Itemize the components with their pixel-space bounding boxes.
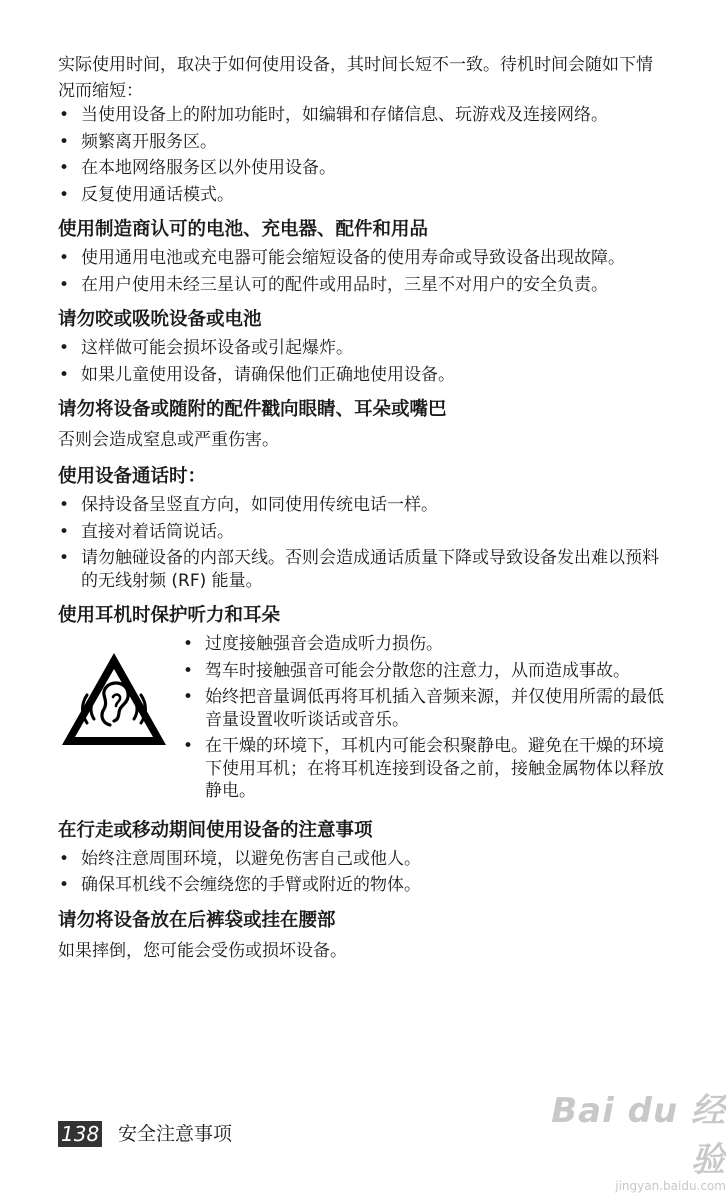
section-heading-pocket: 请勿将设备放在后裤袋或挂在腰部 <box>58 909 336 931</box>
intro-bullet-list <box>58 104 664 206</box>
list-item: • 这样做可能会损坏设备或引起爆炸。 <box>58 337 664 360</box>
section-heading-hearing: 使用耳机时保护听力和耳朵 <box>58 605 281 626</box>
section-heading-bite: 请勿咬或吸吮设备或电池 <box>58 309 262 330</box>
baidu-watermark <box>518 1083 726 1193</box>
watermark-url: jingyan.baidu.com <box>615 1179 726 1193</box>
list-item: • 使用通用电池或充电器可能会缩短设备的使用寿命或导致设备出现故障。 <box>58 247 664 270</box>
section-heading-battery: 使用制造商认可的电池、充电器、配件和用品 <box>58 219 429 240</box>
section-heading-walking: 在行走或移动期间使用设备的注意事项 <box>58 819 373 841</box>
list-item: • 保持设备呈竖直方向，如同使用传统电话一样。 <box>58 494 664 517</box>
page-footer <box>58 1121 232 1147</box>
poke-paragraph: 否则会造成窒息或严重伤害。 <box>58 430 279 450</box>
battery-bullet-list <box>58 247 664 296</box>
list-item: • 在干燥的环境下，耳机内可能会积聚静电。避免在干燥的环境下使用耳机；在将耳机连接到设备之前，接触金属物体以释放静电。 <box>182 735 664 803</box>
section-heading-calls: 使用设备通话时： <box>58 466 207 487</box>
section-heading-poke: 请勿将设备或随附的配件戳向眼睛、耳朵或嘴巴 <box>58 399 447 420</box>
pocket-paragraph: 如果摔倒，您可能会受伤或损坏设备。 <box>58 940 347 961</box>
list-item: • 频繁离开服务区。 <box>58 131 664 154</box>
list-item: • 直接对着话筒说话。 <box>58 521 664 544</box>
list-item: • 始终把音量调低再将耳机插入音频来源，并仅使用所需的最低音量设置收听谈话或音乐。 <box>182 686 664 731</box>
footer-title: 安全注意事项 <box>118 1123 233 1145</box>
list-item: • 反复使用通话模式。 <box>58 184 664 207</box>
list-item: • 在本地网络服务区以外使用设备。 <box>58 157 664 180</box>
list-item: • 过度接触强音会造成听力损伤。 <box>182 633 664 656</box>
list-item: • 确保耳机线不会缠绕您的手臂或附近的物体。 <box>58 874 664 897</box>
list-item: • 在用户使用未经三星认可的配件或用品时，三星不对用户的安全负责。 <box>58 274 664 297</box>
list-item: • 请勿触碰设备的内部天线。否则会造成通话质量下降或导致设备发出难以预料的无线射频 (RF) 能量。 <box>58 547 664 592</box>
list-item: • 当使用设备上的附加功能时，如编辑和存储信息、玩游戏及连接网络。 <box>58 104 664 127</box>
hearing-bullet-list <box>182 633 664 807</box>
page-content <box>58 52 664 964</box>
watermark-logo: Bai du 经验 <box>551 1091 726 1180</box>
hearing-block <box>58 633 664 807</box>
walking-bullet-list <box>58 848 664 897</box>
calls-bullet-list <box>58 494 664 592</box>
list-item: • 驾车时接触强音可能会分散您的注意力，从而造成事故。 <box>182 660 664 683</box>
page-number: 138 <box>58 1121 102 1147</box>
hearing-warning-icon <box>58 633 182 754</box>
list-item: • 始终注意周围环境，以避免伤害自己或他人。 <box>58 848 664 871</box>
intro-paragraph: 实际使用时间，取决于如何使用设备，其时间长短不一致。待机时间会随如下情况而缩短： <box>58 55 653 101</box>
bite-bullet-list <box>58 337 664 386</box>
list-item: • 如果儿童使用设备，请确保他们正确地使用设备。 <box>58 364 664 387</box>
